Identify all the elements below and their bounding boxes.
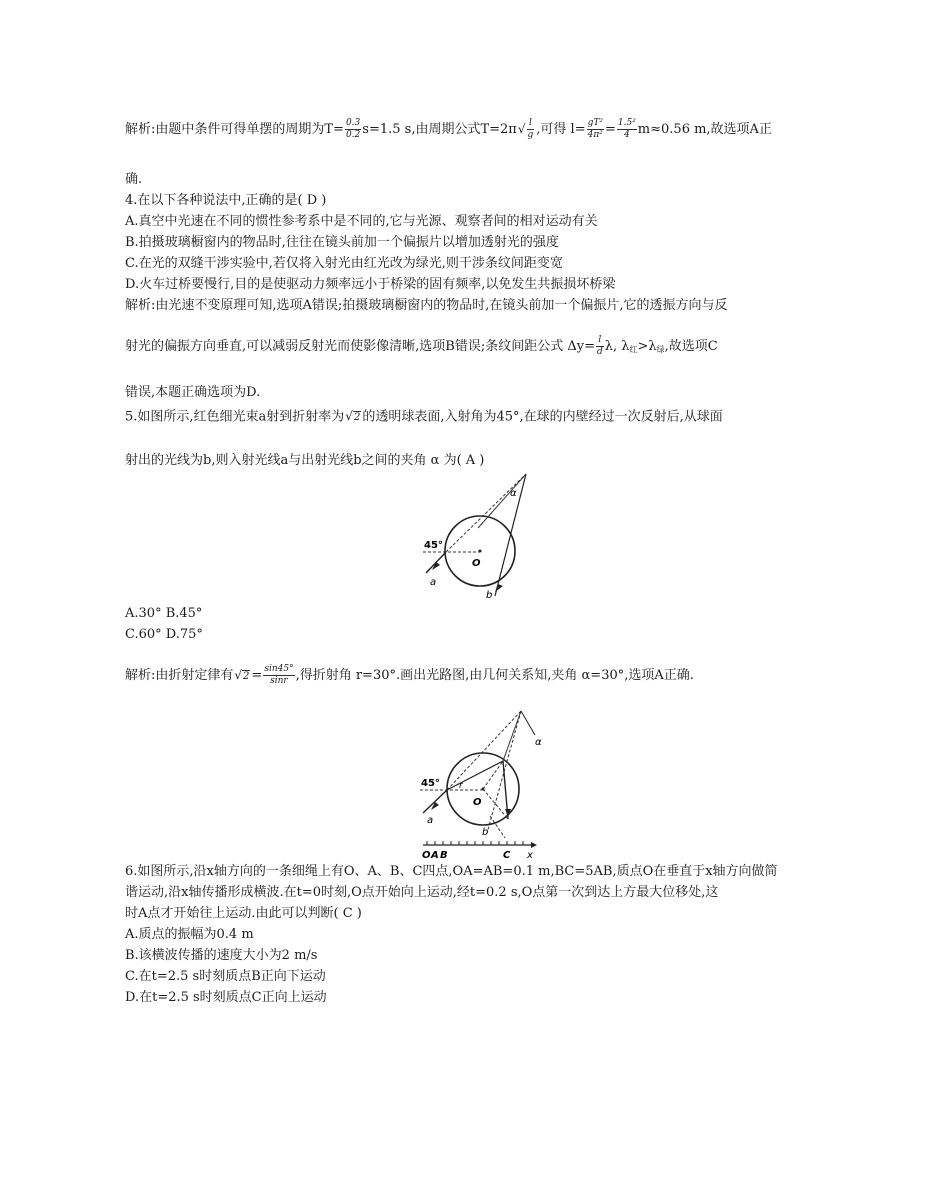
q3-analysis-line1: 解析:由题中条件可得单摆的周期为T= $\frac{0.3}{0.2}$ s=1.5 s,由周期公式T=2π√ $\frac{l}{g}$ ,可得 l= $\frac{\text{gT²}}{\text{4π²}}$ = $\frac{\text{1.5²}}{4}$ m≈0.56 m,故选项A正 — [125, 118, 772, 140]
axis-c-label: C — [503, 850, 511, 860]
axis-o-label: O — [422, 850, 431, 860]
q4-stem: 4.在以下各种说法中,正确的是( D ) — [125, 193, 327, 208]
sqrt: √ $\frac{l}{g}$ — [517, 118, 534, 140]
q6-option-b: B.该横波传播的速度大小为2 m/s — [125, 948, 318, 963]
angle-label: 45° — [421, 778, 440, 789]
ray-a-label: a — [427, 815, 434, 826]
fraction: $\frac{\text{1.5²}}{4}$ — [617, 118, 636, 140]
q6-option-a: A.质点的振幅为0.4 m — [125, 927, 254, 942]
q5-stem-line1: 5.如图所示,红色细光束a射到折射率为√2 的透明球表面,入射角为45°,在球的内壁经过一次反射后,从球面 — [125, 409, 723, 425]
center-label: O — [473, 797, 482, 808]
q5-options-row1: A.30° B.45° — [125, 606, 203, 621]
axis-b-label: B — [440, 850, 448, 860]
axis-a-label: A — [431, 850, 439, 860]
q6-stem-line3: 时A点才开始往上运动.由此可以判断( C ) — [125, 906, 362, 921]
sqrt: √2 — [234, 667, 250, 682]
q5-figure-2 — [415, 705, 550, 860]
ray-a-label: a — [430, 577, 437, 588]
center-label: O — [472, 558, 481, 569]
q4-analysis-line3: 错误,本题正确选项为D. — [125, 385, 261, 400]
fraction: $\frac{\sin 45^\circ}{\sin r}$ — [264, 664, 294, 686]
q4-option-a: A.真空中光速在不同的惯性参考系中是不同的,它与光源、观察者间的相对运动有关 — [125, 214, 598, 229]
q4-option-d: D.火车过桥要慢行,目的是使驱动力频率远小于桥梁的固有频率,以免发生共振损坏桥梁 — [125, 277, 616, 292]
q5-analysis: 解析:由折射定律有√2 = $\frac{\sin 45^\circ}{\sin r}$ ,得折射角 r=30°.画出光路图,由几何关系知,夹角 α=30°,选项A正确. — [125, 664, 694, 686]
q3-analysis-line2: 确. — [125, 172, 143, 187]
alpha-label: α — [535, 737, 542, 748]
q5-figure-1 — [418, 470, 538, 600]
r-label: r — [459, 781, 463, 791]
fraction: $\frac{l}{d}$ — [596, 335, 603, 357]
sqrt: √2 — [345, 409, 361, 423]
q6-option-d: D.在t=2.5 s时刻质点C正向上运动 — [125, 990, 327, 1005]
fraction: $\frac{\text{gT²}}{\text{4π²}}$ — [587, 118, 603, 140]
ray-b-label: b — [482, 827, 489, 838]
axis-x-label: x — [527, 850, 533, 860]
q4-option-c: C.在光的双缝干涉实验中,若仅将入射光由红光改为绿光,则干涉条纹间距变宽 — [125, 256, 563, 271]
q4-option-b: B.拍摄玻璃橱窗内的物品时,往往在镜头前加一个偏振片以增加透射光的强度 — [125, 235, 559, 250]
q5-stem-line2: 射出的光线为b,则入射光线a与出射光线b之间的夹角 α 为( A ) — [125, 453, 485, 468]
fraction: $\frac{0.3}{0.2}$ — [345, 118, 361, 140]
q6-stem-line2: 谐运动,沿x轴传播形成横波.在t=0时刻,O点开始向上运动,经t=0.2 s,O点第一次到达上方最大位移处,这 — [125, 885, 719, 900]
q4-analysis-line1: 解析:由光速不变原理可知,选项A错误;拍摄玻璃橱窗内的物品时,在镜头前加一个偏振片,它的透振方向与反 — [125, 298, 728, 313]
q6-option-c: C.在t=2.5 s时刻质点B正向下运动 — [125, 969, 326, 984]
q4-analysis-line2: 射光的偏振方向垂直,可以减弱反射光而使影像清晰,选项B错误;条纹间距公式 Δy= $\frac{l}{d}$ λ, $\lambda_红>\lambda_绿$,故选项C — [125, 335, 718, 357]
q6-stem-line1: 6.如图所示,沿x轴方向的一条细绳上有O、A、B、C四点,OA=AB=0.1 m,BC=5AB,质点O在垂直于x轴方向做简 — [125, 864, 778, 879]
alpha-label: α — [510, 488, 517, 499]
q5-options-row2: C.60° D.75° — [125, 627, 203, 642]
ray-b-label: b — [486, 590, 493, 600]
angle-label: 45° — [424, 540, 443, 551]
